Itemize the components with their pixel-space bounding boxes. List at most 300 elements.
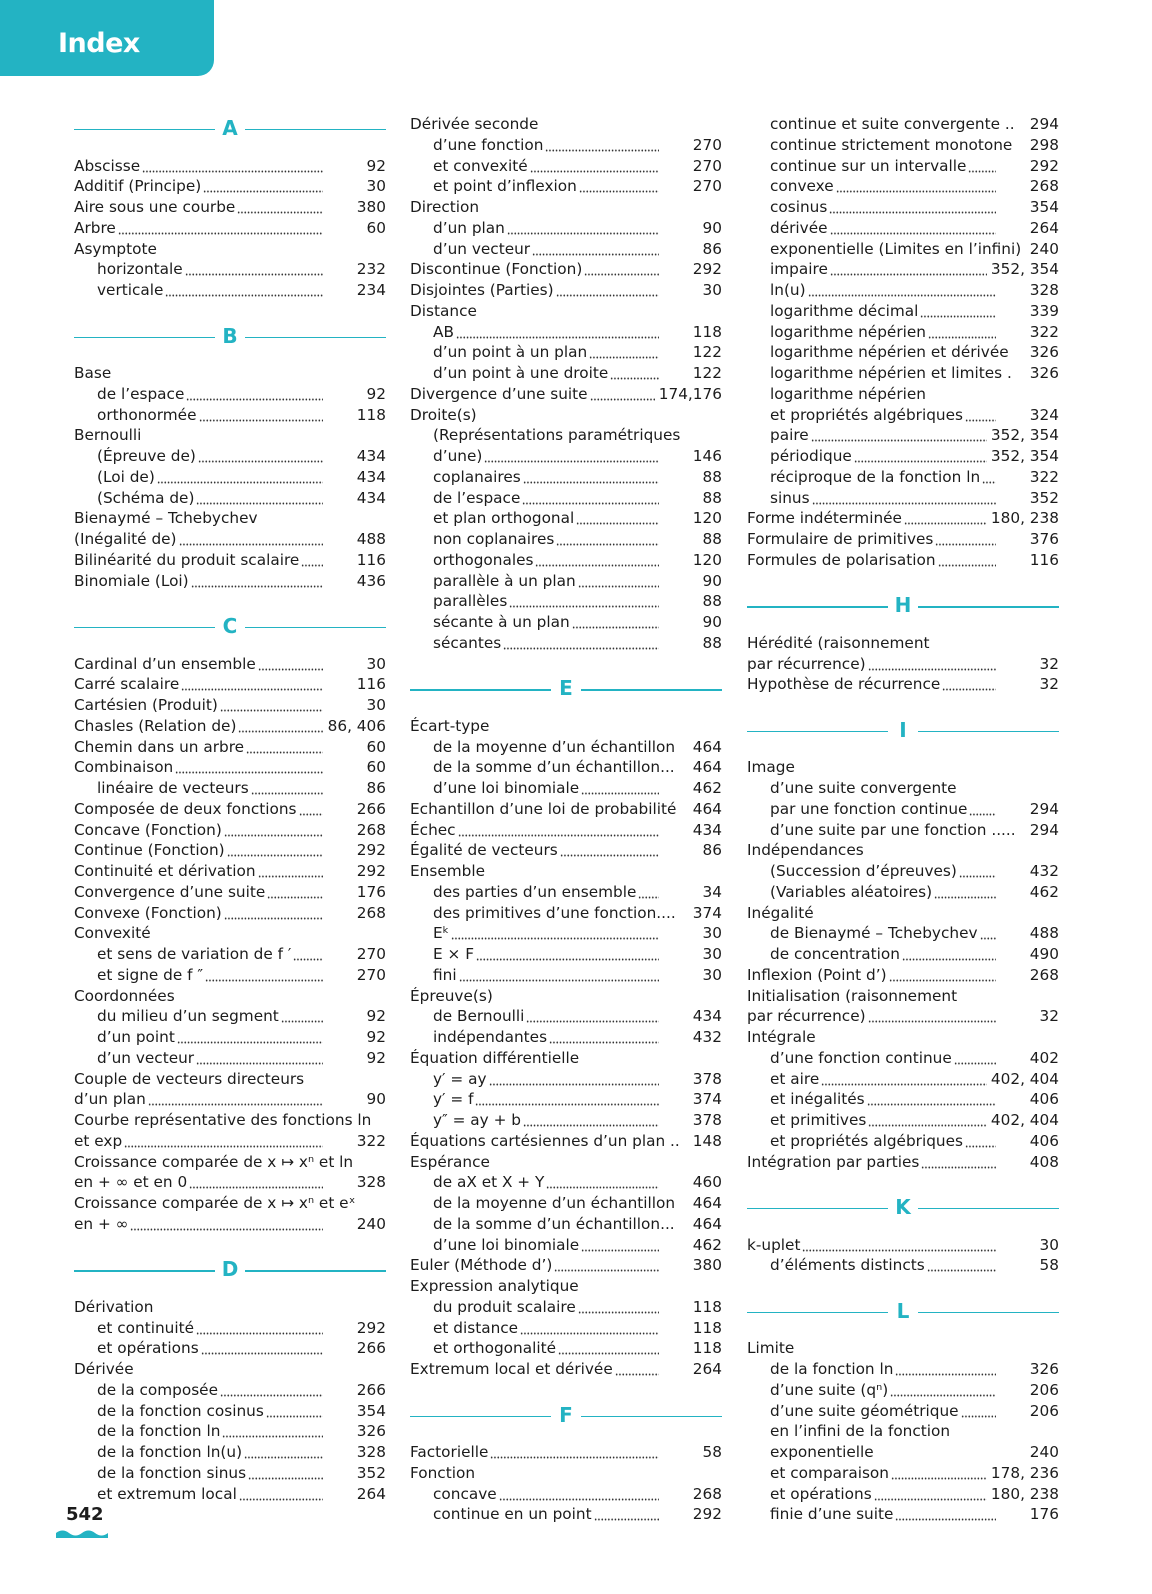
- index-entry: [747, 405, 1059, 426]
- dot-leader: [968, 170, 996, 173]
- index-term: Fonction: [410, 1463, 476, 1482]
- dot-leader: [821, 1083, 987, 1086]
- index-page-ref: 30: [1039, 1235, 1059, 1254]
- dot-leader: [802, 1249, 996, 1252]
- index-term: de Bernoulli: [433, 1007, 525, 1026]
- index-page-ref: 92: [366, 384, 386, 403]
- section-letter: L: [896, 1298, 910, 1323]
- index-page-ref: 380: [692, 1256, 722, 1275]
- dot-leader: [251, 792, 323, 795]
- index-term: des parties d’un ensemble: [433, 882, 637, 901]
- index-term: Echantillon d’une loi de probabilité: [410, 799, 677, 818]
- index-page-ref: 326: [356, 1422, 386, 1441]
- index-term: Binomiale (Loi): [74, 571, 189, 590]
- index-page-ref: 270: [356, 945, 386, 963]
- dot-leader: [148, 1103, 323, 1106]
- section-header: [747, 1297, 1059, 1339]
- dot-leader: [523, 1124, 659, 1127]
- index-term: Continuité et dérivation: [74, 862, 256, 880]
- index-page-ref: 374: [692, 903, 722, 922]
- index-entry: [410, 903, 722, 924]
- index-entry: [74, 799, 386, 820]
- dot-leader: [868, 668, 996, 671]
- index-page-ref: 402: [1029, 1048, 1059, 1067]
- dot-leader: [549, 1041, 659, 1044]
- section-rule: [410, 689, 551, 690]
- dot-leader: [205, 979, 323, 982]
- dot-leader: [509, 605, 659, 608]
- index-entry: [747, 259, 1059, 280]
- dot-leader: [830, 232, 996, 235]
- index-entry: [747, 114, 1059, 135]
- dot-leader: [530, 170, 659, 173]
- index-entry: [747, 633, 1059, 654]
- index-entry: [74, 446, 386, 467]
- index-page-ref: 434: [692, 820, 722, 839]
- index-term: coplanaires: [433, 467, 521, 486]
- index-entry: [74, 1131, 386, 1152]
- index-term: Expression analytique: [410, 1277, 579, 1295]
- section-letter: H: [894, 593, 912, 618]
- index-term: parallèle à un plan: [433, 571, 576, 590]
- dot-leader: [615, 1373, 659, 1376]
- dot-leader: [921, 1166, 996, 1169]
- index-term: Épreuve(s): [410, 986, 493, 1005]
- dot-leader: [499, 1498, 659, 1501]
- index-term: et sens de variation de f ′: [97, 945, 292, 963]
- index-page-ref: 376: [1029, 530, 1059, 548]
- index-page-ref: 298: [1029, 135, 1059, 154]
- section-rule: [918, 731, 1059, 732]
- index-entry: [410, 1463, 722, 1484]
- dot-leader: [299, 813, 324, 816]
- index-entry: [74, 1193, 386, 1214]
- index-entry: [74, 384, 386, 405]
- section-rule: [747, 1312, 888, 1313]
- index-page-ref: 206: [1029, 1380, 1059, 1399]
- dot-leader: [560, 854, 659, 857]
- index-entry: [410, 529, 722, 550]
- index-entry: [747, 1442, 1059, 1463]
- index-page-ref: 30: [702, 965, 722, 984]
- index-page-ref: 118: [692, 1318, 722, 1337]
- index-term: de Bienaymé – Tchebychev: [770, 924, 978, 943]
- index-page-ref: 328: [356, 1443, 386, 1461]
- index-entry: [74, 1110, 386, 1131]
- dot-leader: [836, 190, 996, 193]
- index-page-ref: 92: [366, 1028, 386, 1046]
- index-entry: [410, 508, 722, 529]
- index-term: et opérations: [770, 1484, 872, 1503]
- section-letter: A: [222, 116, 238, 140]
- index-entry: [74, 1421, 386, 1442]
- dot-leader: [203, 190, 323, 193]
- index-entry: [410, 799, 722, 820]
- index-entry: [74, 529, 386, 550]
- index-term: y′ = f: [433, 1090, 474, 1109]
- index-term: et distance: [433, 1318, 519, 1337]
- dot-leader: [546, 1186, 659, 1189]
- index-term: (Schéma de): [97, 488, 195, 507]
- index-entry: [747, 280, 1059, 301]
- index-term: Combinaison: [74, 758, 174, 777]
- section-rule: [74, 627, 215, 628]
- index-term: de la fonction ln(u): [97, 1443, 243, 1461]
- index-page-ref: 292: [692, 1505, 722, 1524]
- index-term: Coordonnées: [74, 986, 175, 1005]
- index-term: Extremum local et dérivée: [410, 1360, 613, 1378]
- dot-leader: [293, 958, 323, 961]
- index-term: logarithme décimal: [770, 301, 919, 320]
- index-entry: [747, 965, 1059, 986]
- index-term: Formules de polarisation: [747, 550, 936, 569]
- index-page-ref: 408: [1029, 1152, 1059, 1171]
- index-entry: [747, 301, 1059, 322]
- section-spacer: [747, 571, 1059, 592]
- dot-leader: [451, 937, 659, 940]
- index-entry: [747, 508, 1059, 529]
- index-term: d’une): [433, 447, 483, 465]
- index-term: (Représentations paramétriques: [433, 426, 681, 445]
- dot-leader: [165, 294, 323, 297]
- index-term: et propriétés algébriques: [770, 1131, 963, 1150]
- index-entry: [74, 1152, 386, 1173]
- dot-leader: [124, 1145, 323, 1148]
- index-term: Arbre: [74, 218, 116, 237]
- index-entry: [747, 799, 1059, 820]
- dot-leader: [965, 1145, 996, 1148]
- index-term: de la somme d’un échantillon...: [433, 758, 675, 777]
- dot-leader: [266, 1415, 323, 1418]
- index-term: en + ∞: [74, 1214, 129, 1233]
- index-entry: [410, 1318, 722, 1339]
- index-page-ref: 270: [692, 156, 722, 175]
- index-entry: [410, 280, 722, 301]
- index-entry: [74, 737, 386, 758]
- index-entry: [410, 1235, 722, 1256]
- index-entry: [74, 1172, 386, 1193]
- index-entry: [410, 861, 722, 882]
- index-entry: [74, 1006, 386, 1027]
- dot-leader: [954, 1062, 996, 1065]
- index-page-ref: 434: [356, 447, 386, 465]
- index-entry: [410, 1110, 722, 1131]
- index-term: orthogonales: [433, 550, 534, 569]
- dot-leader: [961, 1415, 996, 1418]
- index-page-ref: 32: [1039, 675, 1059, 694]
- index-entry: [74, 778, 386, 799]
- index-term: de la fonction ln: [770, 1360, 894, 1378]
- index-page-ref: 354: [356, 1401, 386, 1420]
- index-term: logarithme népérien: [770, 384, 926, 403]
- index-page-ref: 352: [356, 1463, 386, 1482]
- index-entry: [747, 820, 1059, 841]
- index-entry: [410, 1359, 722, 1380]
- index-page-ref: 32: [1039, 1007, 1059, 1026]
- index-term: Équations cartésiennes d’un plan ..: [410, 1131, 680, 1150]
- index-page-ref: 322: [1029, 322, 1059, 341]
- page-title: Index: [58, 28, 140, 59]
- index-page-ref: 432: [1029, 862, 1059, 880]
- dot-leader: [556, 294, 659, 297]
- index-entry: [747, 446, 1059, 467]
- dot-leader: [198, 460, 323, 463]
- index-page-ref: 90: [702, 613, 722, 631]
- index-entry: [747, 425, 1059, 446]
- index-page-ref: 118: [692, 322, 722, 341]
- index-entry: [74, 1442, 386, 1463]
- index-entry: [74, 197, 386, 218]
- dot-leader: [935, 543, 996, 546]
- dot-leader: [868, 1020, 996, 1023]
- index-term: convexe: [770, 177, 834, 196]
- index-page-ref: 86, 406: [327, 716, 386, 735]
- index-entry: [74, 1359, 386, 1380]
- section-rule: [410, 1416, 551, 1417]
- dot-leader: [526, 1020, 659, 1023]
- index-term: paire: [770, 426, 809, 445]
- section-header: [74, 612, 386, 654]
- index-page-ref: 240: [1029, 1443, 1059, 1461]
- index-entry: [410, 1027, 722, 1048]
- index-page-ref: 88: [702, 592, 722, 611]
- index-page-ref: 60: [366, 737, 386, 756]
- index-term: Croissance comparée de x ↦ xⁿ et ln: [74, 1152, 354, 1171]
- index-entry: [410, 1297, 722, 1318]
- dot-leader: [224, 834, 323, 837]
- dot-leader: [246, 751, 323, 754]
- index-term: et plan orthogonal: [433, 509, 575, 528]
- section-rule: [581, 689, 722, 690]
- dot-leader: [902, 958, 996, 961]
- index-term: d’un plan: [74, 1090, 146, 1109]
- index-page-ref: 88: [702, 530, 722, 548]
- index-entry: [74, 508, 386, 529]
- section-spacer: [747, 1276, 1059, 1297]
- index-entry: [410, 405, 722, 426]
- index-entry: [747, 1110, 1059, 1131]
- index-entry: [74, 923, 386, 944]
- section-header: [74, 322, 386, 364]
- index-entry: [747, 218, 1059, 239]
- section-spacer: [410, 654, 722, 675]
- dot-leader: [490, 1456, 659, 1459]
- dot-leader: [222, 1435, 323, 1438]
- index-term: fini: [433, 965, 457, 984]
- index-entry: [74, 176, 386, 197]
- dot-leader: [594, 1518, 659, 1521]
- dot-leader: [581, 1249, 659, 1252]
- index-page-ref: 324: [1029, 405, 1059, 424]
- index-term: Formulaire de primitives: [747, 530, 934, 548]
- dot-leader: [578, 585, 659, 588]
- dot-leader: [969, 813, 996, 816]
- index-term: AB: [433, 322, 454, 341]
- index-page-ref: 434: [356, 488, 386, 507]
- index-entry: [74, 944, 386, 965]
- index-page-ref: 268: [356, 820, 386, 839]
- index-page-ref: 30: [366, 654, 386, 673]
- index-term: de concentration: [770, 945, 900, 963]
- index-entry: [747, 1338, 1059, 1359]
- section-letter: C: [222, 614, 238, 638]
- index-page-ref: 292: [1029, 156, 1059, 175]
- index-page-ref: 406: [1029, 1090, 1059, 1109]
- index-page-ref: 30: [366, 696, 386, 714]
- index-page-ref: 352, 354: [990, 260, 1059, 279]
- index-page-ref: 462: [1029, 882, 1059, 901]
- section-rule: [245, 337, 386, 338]
- index-entry: [74, 1214, 386, 1235]
- index-page-ref: 490: [1029, 945, 1059, 963]
- index-page-ref: 488: [356, 530, 386, 548]
- index-entry: [74, 467, 386, 488]
- index-entry: [747, 654, 1059, 675]
- index-entry: [74, 550, 386, 571]
- index-entry: [410, 218, 722, 239]
- index-page-ref: 86: [366, 779, 386, 797]
- index-entry: [747, 1048, 1059, 1069]
- dot-leader: [867, 1103, 996, 1106]
- index-entry: [747, 384, 1059, 405]
- index-page-ref: 116: [356, 550, 386, 569]
- index-term: Inégalité: [747, 903, 814, 922]
- section-rule: [245, 1270, 386, 1271]
- index-term: ln(u): [770, 281, 806, 299]
- dot-leader: [928, 336, 996, 339]
- index-entry: [74, 259, 386, 280]
- dot-leader: [808, 294, 996, 297]
- index-term: Bienaymé – Tchebychev: [74, 509, 258, 528]
- index-entry: [747, 1006, 1059, 1027]
- index-term: Carré scalaire: [74, 675, 180, 694]
- dot-leader: [638, 896, 659, 899]
- index-page-ref: 374: [692, 1090, 722, 1109]
- index-term: de l’espace: [97, 384, 185, 403]
- section-letter: B: [222, 323, 238, 348]
- index-page-ref: 462: [692, 779, 722, 797]
- index-entry: [747, 1152, 1059, 1173]
- index-term: Discontinue (Fonction): [410, 260, 583, 279]
- index-entry: [410, 1152, 722, 1173]
- index-term: de aX et X + Y: [433, 1173, 545, 1192]
- dot-leader: [579, 190, 659, 193]
- index-term: Euler (Méthode d’): [410, 1256, 553, 1275]
- index-page-ref: 462: [692, 1235, 722, 1254]
- dot-leader: [489, 1083, 660, 1086]
- index-term: Hypothèse de récurrence: [747, 675, 941, 694]
- index-entry: [74, 1318, 386, 1339]
- index-entry: [410, 591, 722, 612]
- index-term: et propriétés algébriques: [770, 405, 963, 424]
- index-entry: [74, 239, 386, 260]
- section-spacer: [747, 1172, 1059, 1193]
- index-entry: [410, 446, 722, 467]
- section-rule: [747, 731, 888, 732]
- section-rule: [74, 1270, 215, 1271]
- section-letter: I: [899, 717, 907, 742]
- dot-leader: [868, 1124, 987, 1127]
- index-page-ref: 460: [692, 1173, 722, 1192]
- index-page-ref: 270: [692, 177, 722, 196]
- index-page-ref: 206: [1029, 1401, 1059, 1420]
- index-term: d’un point à un plan: [433, 343, 588, 362]
- dot-leader: [895, 1373, 996, 1376]
- index-entry: [74, 654, 386, 675]
- index-term: dérivée: [770, 218, 828, 237]
- index-entry: [410, 239, 722, 260]
- index-entry: [74, 757, 386, 778]
- section-rule: [747, 606, 888, 607]
- index-entry: [747, 1027, 1059, 1048]
- index-entry: [74, 861, 386, 882]
- section-rule: [918, 1208, 1059, 1209]
- index-term: et inégalités: [770, 1090, 865, 1109]
- index-term: Chasles (Relation de): [74, 716, 237, 735]
- index-page-ref: 268: [692, 1484, 722, 1503]
- section-header: [747, 591, 1059, 633]
- index-entry: [74, 882, 386, 903]
- index-entry: [747, 363, 1059, 384]
- index-entry: [747, 840, 1059, 861]
- index-page-ref: 380: [356, 198, 386, 216]
- index-entry: [410, 1048, 722, 1069]
- index-term: Divergence d’une suite: [410, 384, 588, 403]
- section-rule: [918, 606, 1059, 607]
- index-entry: [410, 571, 722, 592]
- index-column-3: [747, 114, 1059, 1525]
- index-page-ref: 268: [1029, 965, 1059, 984]
- dot-leader: [177, 1041, 323, 1044]
- index-page-ref: 118: [692, 1297, 722, 1316]
- index-entry: [74, 1027, 386, 1048]
- dot-leader: [581, 792, 659, 795]
- dot-leader: [576, 522, 659, 525]
- index-entry: [74, 488, 386, 509]
- index-page-ref: 116: [1029, 550, 1059, 569]
- index-entry: [747, 1359, 1059, 1380]
- index-page-ref: 90: [702, 218, 722, 237]
- index-entry: [410, 1255, 722, 1276]
- index-page-ref: 60: [366, 758, 386, 777]
- section-header: [747, 1193, 1059, 1235]
- index-term: par récurrence): [747, 1007, 866, 1026]
- index-term: (Variables aléatoires): [770, 882, 933, 901]
- index-page-ref: 30: [702, 945, 722, 963]
- dot-leader: [301, 564, 323, 567]
- index-term: des primitives d’une fonction....: [433, 903, 676, 922]
- index-entry: [410, 176, 722, 197]
- index-entry: [747, 1463, 1059, 1484]
- section-spacer: [747, 695, 1059, 716]
- index-term: Image: [747, 758, 795, 777]
- index-page-ref: 178, 236: [990, 1463, 1059, 1482]
- index-page-ref: 120: [692, 550, 722, 569]
- index-term: d’une loi binomiale: [433, 1235, 580, 1254]
- index-page-ref: 326: [1029, 1360, 1059, 1378]
- index-entry: [747, 1235, 1059, 1256]
- index-term: périodique: [770, 447, 852, 465]
- index-entry: [747, 1401, 1059, 1422]
- index-page-ref: 86: [702, 239, 722, 258]
- index-page-ref: 264: [692, 1360, 722, 1378]
- index-page-ref: 402, 404: [990, 1069, 1059, 1088]
- index-page-ref: 266: [356, 799, 386, 818]
- index-term: orthonormée: [97, 405, 197, 424]
- index-page-ref: 294: [1029, 820, 1059, 839]
- dot-leader: [934, 896, 996, 899]
- index-entry: [747, 1504, 1059, 1525]
